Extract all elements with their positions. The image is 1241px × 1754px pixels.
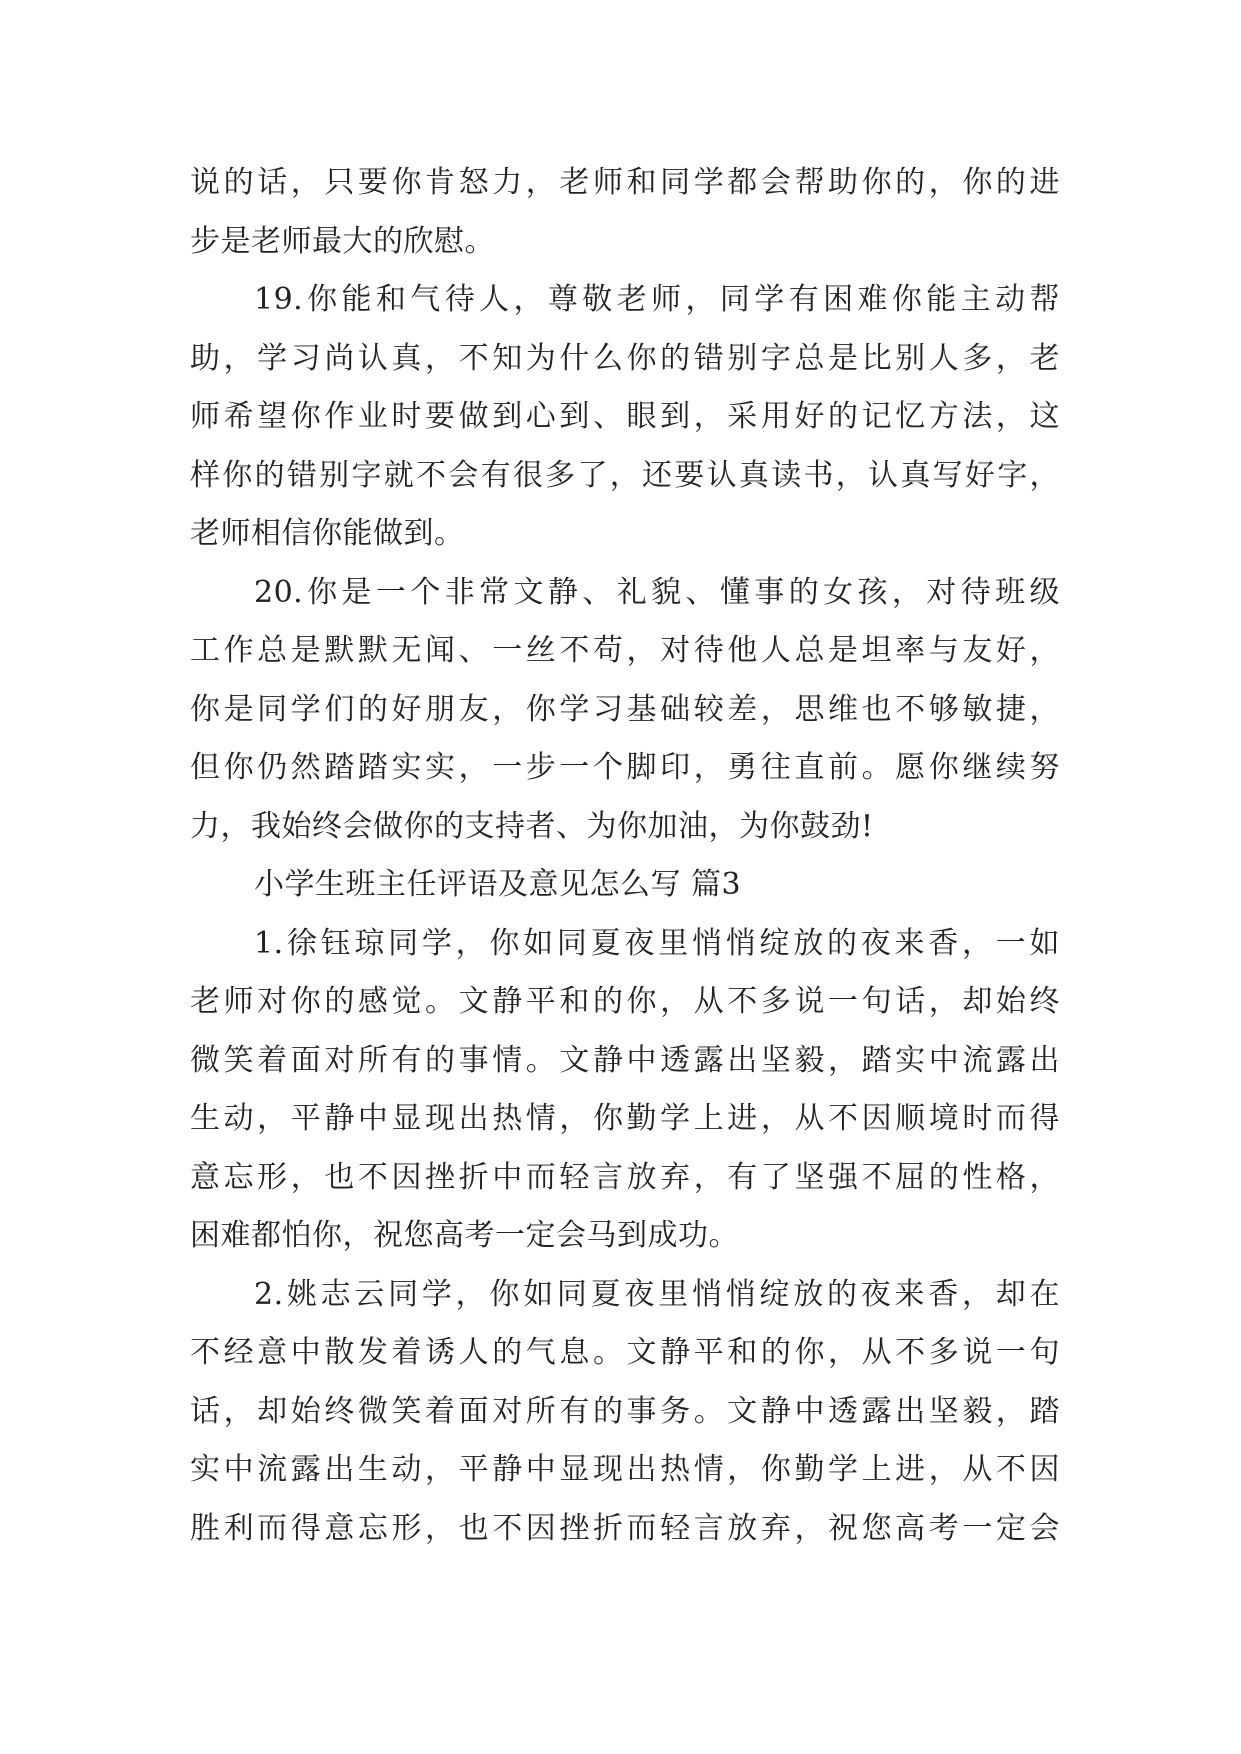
text-line: 2.姚志云同学，你如同夏夜里悄悄绽放的夜来香，却在 [254, 1276, 1060, 1312]
text-line: 20.你是一个非常文静、礼貌、懂事的女孩，对待班级 [254, 574, 1060, 610]
text-line: 助，学习尚认真，不知为什么你的错别字总是比别人多，老 [190, 340, 1060, 376]
text-line: 意忘形，也不因挫折中而轻言放弃，有了坚强不屈的性格， [190, 1159, 1060, 1195]
text-line: 但你仍然踏踏实实，一步一个脚印，勇往直前。愿你继续努 [190, 750, 1060, 785]
text-line: 胜利而得意忘形，也不因挫折而轻言放弃，祝您高考一定会 [190, 1510, 1060, 1546]
text-line: 生动，平静中显现出热情，你勤学上进，从不因顺境时而得 [190, 1101, 1060, 1136]
text-line: 步是老师最大的欣慰。 [190, 223, 495, 259]
text-line: 老师相信你能做到。 [190, 516, 465, 551]
text-line: 说的话，只要你肯怒力，老师和同学都会帮助你的，你的进 [190, 165, 1060, 200]
text-line: 老师对你的感觉。文静平和的你，从不多说一句话，却始终 [190, 984, 1060, 1019]
document-body [190, 154, 1060, 1558]
text-line: 实中流露出生动，平静中显现出热情，你勤学上进，从不因 [190, 1452, 1060, 1487]
text-line: 工作总是默默无闻、一丝不苟，对待他人总是坦率与友好， [190, 633, 1060, 668]
text-line: 19.你能和气待人，尊敬老师，同学有困难你能主动帮 [254, 282, 1060, 317]
text-line: 样你的错别字就不会有很多了，还要认真读书，认真写好字， [190, 457, 1060, 493]
text-line: 微笑着面对所有的事情。文静中透露出坚毅，踏实中流露出 [190, 1042, 1060, 1078]
text-line: 困难都怕你，祝您高考一定会马到成功。 [190, 1218, 739, 1253]
text-line: 师希望你作业时要做到心到、眼到，采用好的记忆方法，这 [190, 399, 1060, 434]
text-line: 1.徐钰琼同学，你如同夏夜里悄悄绽放的夜来香，一如 [254, 925, 1060, 961]
text-line: 力，我始终会做你的支持者、为你加油，为你鼓劲! [190, 808, 874, 844]
text-line: 话，却始终微笑着面对所有的事务。文静中透露出坚毅，踏 [190, 1393, 1060, 1429]
section-heading: 小学生班主任评语及意见怎么写 篇3 [254, 867, 742, 902]
text-line: 你是同学们的好朋友，你学习基础较差，思维也不够敏捷， [190, 691, 1060, 727]
text-line: 不经意中散发着诱人的气息。文静平和的你，从不多说一句 [190, 1335, 1060, 1370]
